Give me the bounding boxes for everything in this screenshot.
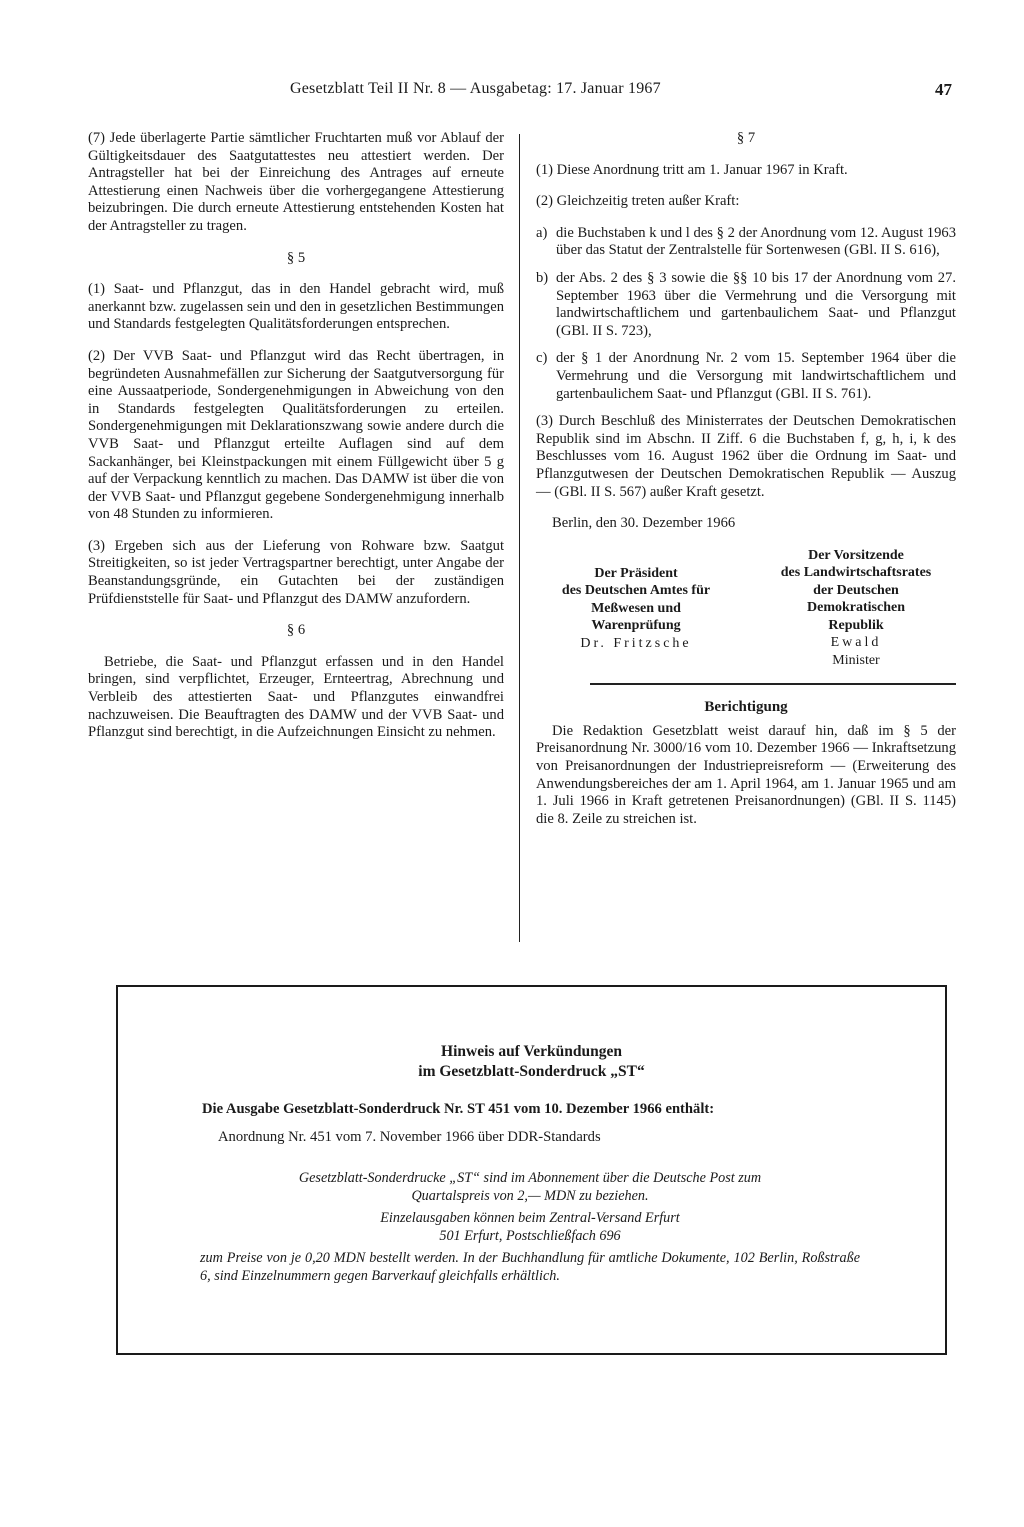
- signature-left-line: des Deutschen Amtes für: [561, 583, 711, 599]
- list-item-label: a): [536, 224, 548, 241]
- notice-subscription-line: Quartalspreis von 2,— MDN zu beziehen.: [411, 1188, 649, 1204]
- list-item: [536, 225, 956, 260]
- notice-subscription: [200, 1169, 860, 1205]
- section-7-paragraph-1: (1) Diese Anordnung tritt am 1. Januar 1967 in Kraft.: [536, 161, 848, 178]
- notice-title-line: im Gesetzblatt-Sonderdruck „ST“: [418, 1063, 645, 1080]
- page-number: 47: [935, 80, 952, 99]
- list-item-label: c): [536, 350, 548, 367]
- notice-price: zum Preise von je 0,20 MDN bestellt werden. In der Buchhandlung für amtliche Dokumente, 102 Berlin, Roßstraße 6, sind Einzelnummern gegen Barverkauf gleichfalls erhältlich.: [200, 1250, 860, 1284]
- signature-right-line: der Deutschen: [813, 582, 899, 598]
- signature-left-line: Warenprüfung: [591, 618, 681, 634]
- section-7-heading: § 7: [736, 130, 756, 146]
- paragraph-7: (7) Jede überlagerte Partie sämtlicher Fruchtarten muß vor Ablauf der Gültigkeitsdauer des Saatgutattestes neu attestiert werden. Der Antragsteller hat bei der Einreichung des Antrages auf erneute Attestierung einen Nachweis über die vorhergegangene Attestierung beizubringen. Die durch erneute Attestierung entstehenden Kosten hat der Antragsteller zu tragen.: [88, 130, 504, 234]
- section-7-paragraph-2: (2) Gleichzeitig treten außer Kraft:: [536, 193, 740, 210]
- section-5-paragraph-2: (2) Der VVB Saat- und Pflanzgut wird das Recht übertragen, in begründeten Ausnahmefällen zur Sicherung der Saatgutversorgung für eine Aussaatperiode, Sondergenehmigungen in Abweichung von den in Standards festgelegten Qualitätsforderungen zu erteilen. Sondergenehmigungen mit Deklarationszwang sowie andere durch die VVB Saat- und Pflanzgut erteilte Auflagen sind auf dem Sackanhänger, bei Kleinstpackungen mit einem Füllgewicht über 5 g auf der Verpackung kenntlich zu machen. Das DAMW ist über die von der VVB Saat- und Pflanzgut gegebene Sondergenehmigung innerhalb von 48 Stunden zu informieren.: [88, 347, 504, 523]
- signature-left: [536, 547, 736, 670]
- signature-right-name: Ewald: [830, 635, 882, 651]
- notice-contents: Anordnung Nr. 451 vom 7. November 1966 über DDR-Standards: [218, 1129, 601, 1145]
- column-divider: [519, 134, 520, 942]
- notice-title: [118, 1042, 945, 1082]
- section-5-paragraph-3: (3) Ergeben sich aus der Lieferung von Rohware bzw. Saatgut Streitigkeiten, so ist jeder Vertragspartner berechtigt, unter Angabe der Beanstandungsgründe, ein Gutachten bei der zuständigen Prüfdienststelle für Saat- und Pflanzgut des DAMW anzufordern.: [88, 537, 504, 607]
- page-header: [90, 80, 960, 104]
- section-6-heading: § 6: [286, 622, 306, 639]
- signature-left-line: Meßwesen und: [591, 600, 681, 616]
- list-item-label: b): [536, 269, 549, 286]
- signature-left-line: Der Präsident: [594, 565, 678, 581]
- section-5-heading: § 5: [286, 249, 306, 266]
- notice-subscription-line: Gesetzblatt-Sonderdrucke „ST“ sind im Abonnement über die Deutsche Post zum: [298, 1170, 762, 1186]
- right-column: [536, 130, 956, 842]
- section-7-paragraph-3: (3) Durch Beschluß des Ministerrates der Deutschen Demokratischen Republik sind im Abschn. II Ziff. 6 die Buchstaben f, g, h, i, k des Beschlusses vom 16. August 1962 über die Ordnung im Saat- und Pflanzgutwesen der Deutschen Demokratischen Republik — Auszug — (GBl. II S. 567) außer Kraft gesetzt.: [536, 413, 956, 500]
- signature-right-line: des Landwirtschaftsrates: [780, 565, 932, 581]
- horizontal-divider: [590, 683, 956, 685]
- signature-right-line: Republik: [828, 617, 884, 633]
- notice-edition: Die Ausgabe Gesetzblatt-Sonderdruck Nr. ST 451 vom 10. Dezember 1966 enthält:: [202, 1101, 715, 1117]
- signature-right-line: Der Vorsitzende: [808, 547, 904, 563]
- signature-right: [756, 547, 956, 670]
- signature-block: [536, 547, 956, 670]
- signature-right-role: Minister: [832, 652, 880, 668]
- notice-single-issues-line: Einzelausgaben können beim Zentral-Versand Erfurt: [380, 1210, 680, 1226]
- left-column: [88, 130, 504, 756]
- list-item-text: die Buchstaben k und l des § 2 der Anordnung vom 12. August 1963 über das Statut der Zentralstelle für Sortenwesen (GBl. II S. 616),: [556, 224, 956, 259]
- notice-single-issues: [200, 1209, 860, 1245]
- list-item: [536, 350, 956, 403]
- list-item-text: der § 1 der Anordnung Nr. 2 vom 15. September 1964 über die Vermehrung und die Versorgung mit landwirtschaftlichem und gartenbaulichem Saat- und Pflanzgut (GBl. II S. 761).: [556, 350, 956, 402]
- section-6-paragraph: Betriebe, die Saat- und Pflanzgut erfassen und in den Handel bringen, sind verpflichtet, Erzeuger, Ernteertrag, Abrechnung und Verbleib des attestierten Saat- und Pflanzgutes einwandfrei nachzuweisen. Die Beauftragten des DAMW und der VVB Saat- und Pflanzgut sind berechtigt, in die Aufzeichnungen Einsicht zu nehmen.: [88, 653, 504, 741]
- section-5-paragraph-1: (1) Saat- und Pflanzgut, das in den Handel gebracht wird, muß anerkannt bzw. zugelassen sein und den in gesetzlichen Bestimmungen und Standards festgelegten Qualitätsforderungen entsprechen.: [88, 281, 504, 333]
- notice-title-line: Hinweis auf Verkündungen: [441, 1043, 622, 1060]
- header-title: Gesetzblatt Teil II Nr. 8 — Ausgabetag: 17. Januar 1967: [290, 80, 661, 97]
- signature-right-line: Demokratischen: [807, 600, 905, 616]
- berichtigung-text: Die Redaktion Gesetzblatt weist darauf hin, daß im § 5 der Preisanordnung Nr. 3000/16 vom 10. Dezember 1966 — Inkraftsetzung von Preisanordnungen der Industriepreisreform — (Erweiterung des Anwendungsbereiches der am 1. April 1964, am 1. Januar 1965 und am 1. Juli 1966 in Kraft getretenen Preisanordnungen) (GBl. II S. 1145) die 8. Zeile zu streichen ist.: [536, 722, 956, 827]
- berichtigung-heading: Berichtigung: [704, 699, 788, 716]
- place-date: Berlin, den 30. Dezember 1966: [552, 515, 736, 532]
- list-item: [536, 270, 956, 340]
- notice-box: [116, 985, 947, 1355]
- list-item-text: der Abs. 2 des § 3 sowie die §§ 10 bis 17 der Anordnung vom 27. September 1963 über die Vermehrung und die Versorgung mit landwirtschaftlichem und gartenbaulichem Saat- und Pflanzgut (GBl. II S. 723),: [556, 269, 956, 339]
- notice-single-issues-line: 501 Erfurt, Postschließfach 696: [439, 1228, 621, 1244]
- signature-left-name: Dr. Fritzsche: [580, 635, 692, 651]
